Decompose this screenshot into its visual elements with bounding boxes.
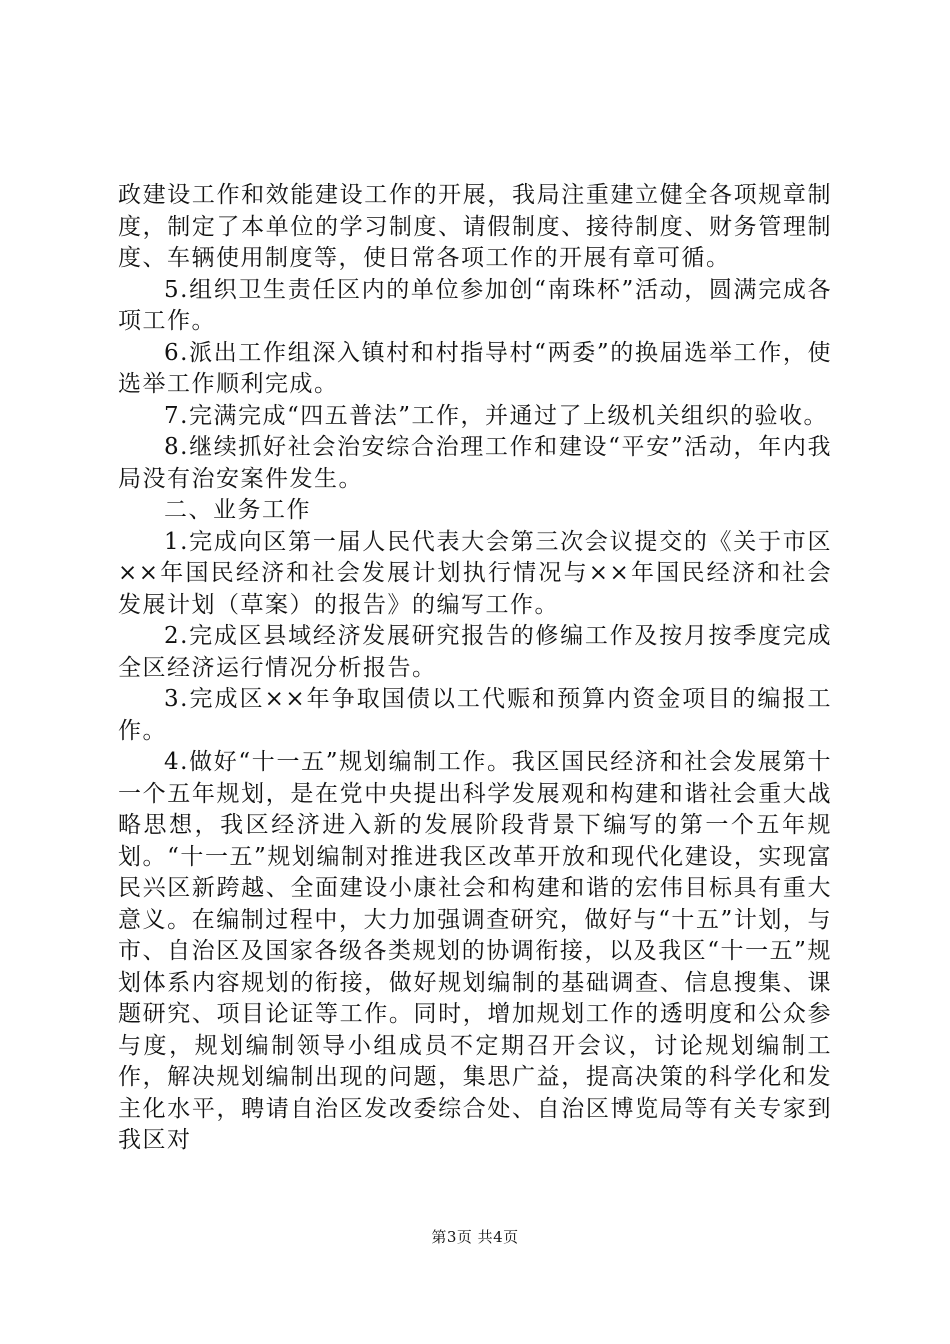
section-heading: 二、业务工作 bbox=[164, 497, 311, 523]
page-number-footer: 第3页 共4页 bbox=[431, 1228, 519, 1246]
paragraph-business-2: 2.完成区县域经济发展研究报告的修编工作及按月按季度完成全区经济运行情况分析报告。 bbox=[118, 623, 832, 681]
paragraph-item-7: 7.完满完成“四五普法”工作，并通过了上级机关组织的验收。 bbox=[164, 402, 828, 429]
paragraph-business-1: 1.完成向区第一届人民代表大会第三次会议提交的《关于市区××年国民经济和社会发展计划执行情况与××年国民经济和社会发展计划（草案）的报告》的编写工作。 bbox=[118, 528, 832, 618]
paragraph-continuation: 政建设工作和效能建设工作的开展，我局注重建立健全各项规章制度，制定了本单位的学习制度、请假制度、接待制度、财务管理制度、车辆使用制度等，使日常各项工作的开展有章可循。 bbox=[118, 182, 832, 271]
paragraph-item-6: 6.派出工作组深入镇村和村指导村“两委”的换届选举工作，使选举工作顺利完成。 bbox=[118, 339, 832, 397]
document-body bbox=[118, 180, 832, 1157]
paragraph-business-4: 4.做好“十一五”规划编制工作。我区国民经济和社会发展第十一个五年规划，是在党中央提出科学发展观和构建和谐社会重大战略思想，我区经济进入新的发展阶段背景下编写的第一个五年规划。“十一五”规划编制对推进我区改革开放和现代化建设，实现富民兴区新跨越、全面建设小康社会和构建和谐的宏伟目标具有重大意义。在编制过程中，大力加强调查研究，做好与“十五”计划，与市、自治区及国家各级各类规划的协调衔接，以及我区“十一五”规划体系内容规划的衔接，做好规划编制的基础调查、信息搜集、课题研究、项目论证等工作。同时，增加规划工作的透明度和公众参与度，规划编制领导小组成员不定期召开会议，讨论规划编制工作，解决规划编制出现的问题，集思广益，提高决策的科学化和发主化水平，聘请自治区发改委综合处、自治区博览局等有关专家到我区对 bbox=[118, 749, 832, 1153]
paragraph-business-3: 3.完成区××年争取国债以工代赈和预算内资金项目的编报工作。 bbox=[118, 686, 832, 744]
paragraph-item-8: 8.继续抓好社会治安综合治理工作和建设“平安”活动，年内我局没有治安案件发生。 bbox=[118, 434, 832, 492]
paragraph-item-5: 5.组织卫生责任区内的单位参加创“南珠杯”活动，圆满完成各项工作。 bbox=[118, 276, 832, 334]
